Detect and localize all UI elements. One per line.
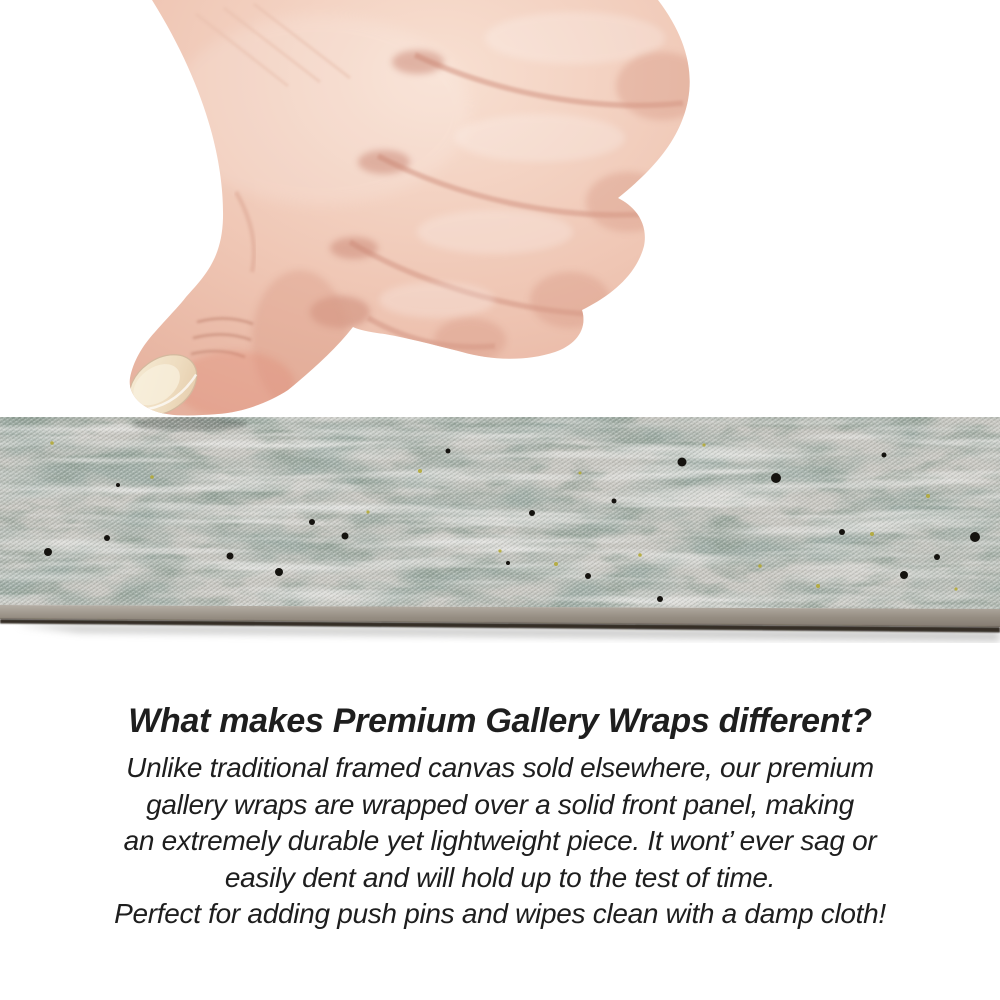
canvas-edge-photo [0,415,1000,665]
caption-line: gallery wraps are wrapped over a solid front panel, making [146,788,854,820]
caption-line: Perfect for adding push pins and wipes clean with a damp cloth! [114,898,886,930]
caption-line: easily dent and will hold up to the test of time. [224,861,776,893]
canvas-printed-face [0,415,1000,615]
caption-line: Unlike traditional framed canvas sold elsewhere, our premium [126,752,874,783]
caption-block [40,701,960,933]
hand-photo [0,0,720,430]
caption-heading: What makes Premium Gallery Wraps different? [128,702,872,740]
caption-line: an extremely durable yet lightweight piece. It wont’ ever sag or [123,825,877,857]
